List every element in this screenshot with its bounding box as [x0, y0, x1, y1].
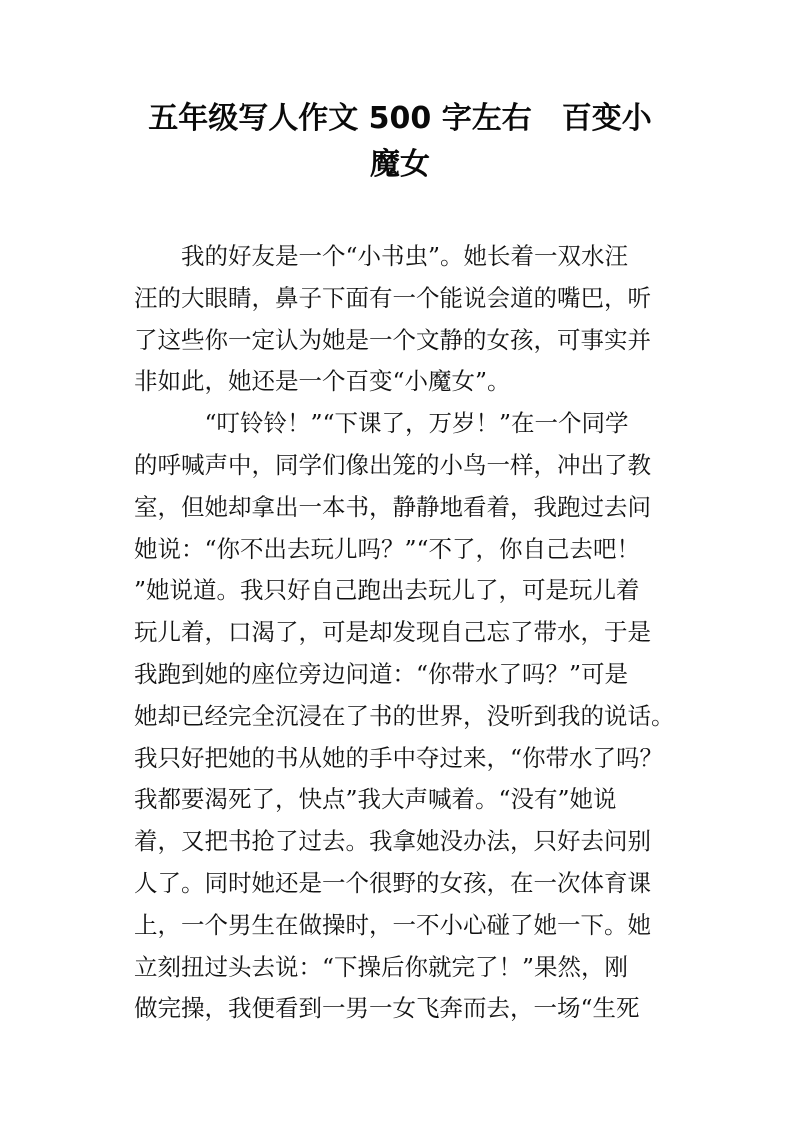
title-line: 魔女	[370, 147, 430, 182]
text-line: 我的好友是一个“小书虫”。她长着一双水汪	[134, 242, 629, 270]
document-title	[120, 96, 680, 188]
text-line: 我跑到她的座位旁边问道：“你带水了吗？”可是	[134, 659, 629, 688]
text-line: 非如此，她还是一个百变“小魔女”。	[134, 367, 511, 396]
text-line: 我都要渴死了，快点”我大声喊着。“没有”她说	[134, 785, 617, 814]
text-line: 着，又把书抢了过去。我拿她没办法，只好去问别	[134, 827, 651, 856]
text-line: 室，但她却拿出一本书，静静地看着，我跑过去问	[134, 492, 651, 521]
title-line: 五年级写人作文 500 字左右 百变小	[148, 101, 652, 136]
text-line: 汪的大眼睛，鼻子下面有一个能说会道的嘴巴，听	[134, 283, 651, 312]
text-line: 了这些你一定认为她是一个文静的女孩，可事实并	[134, 325, 651, 354]
text-line: 我只好把她的书从她的手中夺过来，“你带水了吗？	[134, 743, 664, 772]
text-line: 上，一个男生在做操时，一不小心碰了她一下。她	[134, 910, 651, 939]
text-line: 玩儿着，口渴了，可是却发现自己忘了带水，于是	[134, 618, 651, 647]
essay-body	[134, 236, 674, 1030]
text-line: 她说：“你不出去玩儿吗？”“不了，你自己去吧！	[134, 534, 641, 563]
text-line: 做完操，我便看到一男一女飞奔而去，一场“生死	[134, 994, 640, 1023]
text-line: 的呼喊声中，同学们像出笼的小鸟一样，冲出了教	[134, 450, 651, 479]
text-line: 立刻扭过头去说：“下操后你就完了！”果然，刚	[134, 952, 629, 981]
text-line: 她却已经完全沉浸在了书的世界，没听到我的说话。	[134, 701, 675, 730]
text-line: “叮铃铃！”“下课了，万岁！”在一个同学	[134, 409, 629, 438]
text-line: 人了。同时她还是一个很野的女孩，在一次体育课	[134, 868, 651, 897]
text-line: ”她说道。我只好自己跑出去玩儿了，可是玩儿着	[134, 576, 640, 605]
